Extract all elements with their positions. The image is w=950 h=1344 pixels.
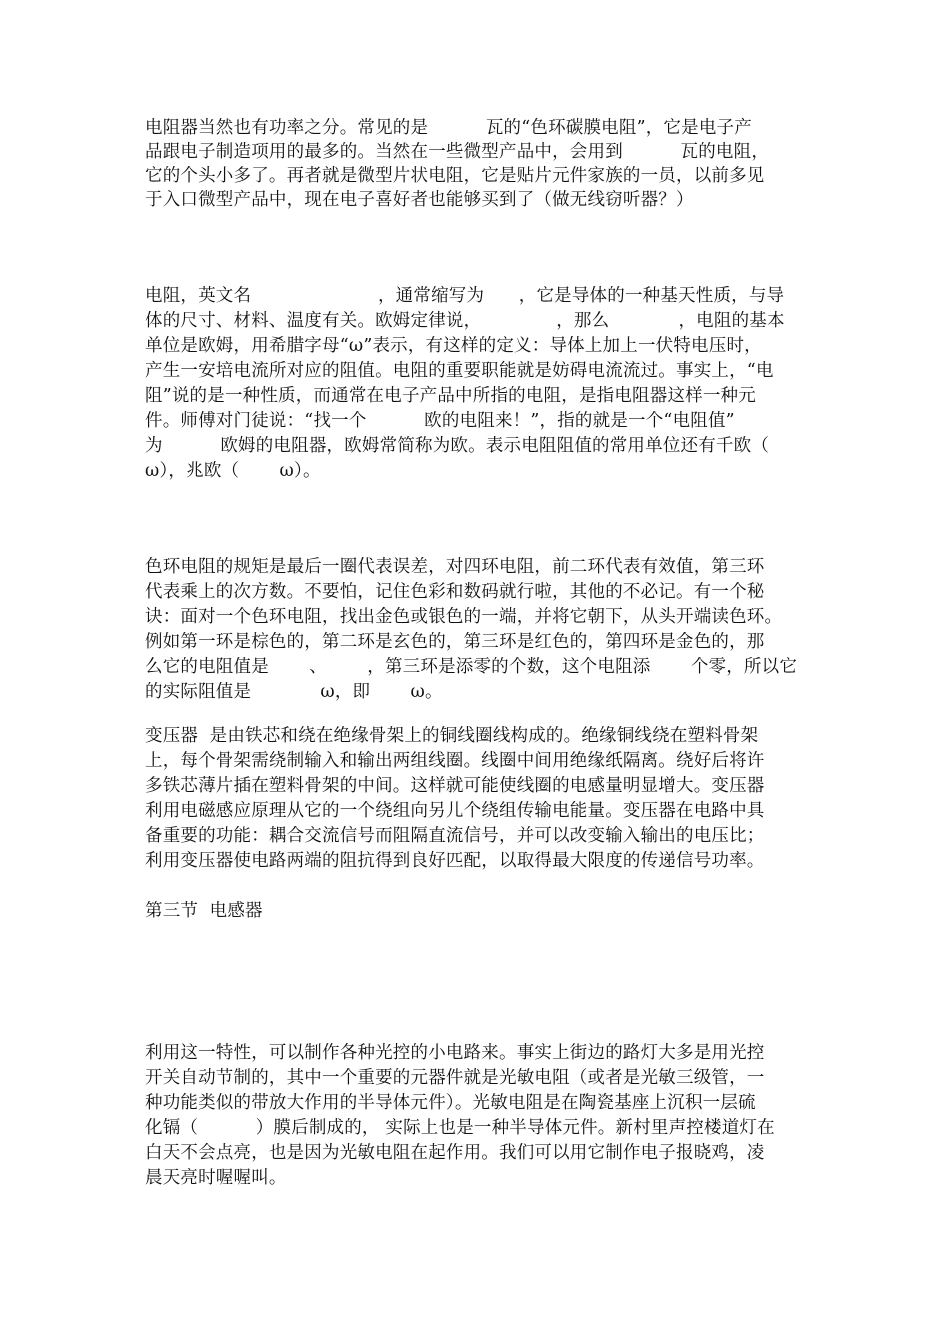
text-line: 白天不会点亮，也是因为光敏电阻在起作用。我们可以用它制作电子报晓鸡，凌 [145,1143,765,1163]
text-line: 阻”说的是一种性质，而通常在电子产品中所指的电阻，是指电阻器这样一种元 [145,386,756,406]
text-line: 晨天亮时喔喔叫。 [145,1168,287,1188]
text-line: 利用电磁感应原理从它的一个绕组向另儿个绕组传输电能量。变压器在电路中具 [145,801,765,821]
section-heading: 第三节 电感器 [145,901,263,921]
text-line: 化镉（ ）膜后制成的， 实际上也是一种半导体元件。新村里声控楼道灯在 [145,1118,775,1138]
text-line: 代表乘上的次方数。不要怕，记住色彩和数码就行啦，其他的不必记。有一个秘 [145,582,765,602]
text-line: 开关自动节制的，其中一个重要的元器件就是光敏电阻（或者是光敏三级管，一 [145,1068,765,1088]
text-line: 体的尺寸、材料、温度有关。欧姆定律说， ，那么 ，电阻的基本 [145,311,785,331]
text-line: 电阻器当然也有功率之分。常见的是 瓦的“色环碳膜电阻”，它是电子产 [145,118,752,138]
text-line: 例如第一环是棕色的，第二环是玄色的，第三环是红色的，第四环是金色的，那 [145,632,765,652]
text-line: 为 欧姆的电阻器，欧姆常简称为欧。表示电阻阻值的常用单位还有千欧（ [145,436,770,456]
text-line: 利用这一特性，可以制作各种光控的小电路来。事实上街边的路灯大多是用光控 [145,1043,765,1063]
text-line: 种功能类似的带放大作用的半导体元件）。光敏电阻是在陶瓷基座上沉积一层硫 [145,1093,756,1113]
text-line: 单位是欧姆，用希腊字母“ω”表示，有这样的定义：导体上加上一伏特电压时， [145,336,762,356]
text-line: 于入口微型产品中，现在电子喜好者也能够买到了（做无线窃听器？） [145,190,694,210]
text-line: 件。师傅对门徒说：“找一个 欧的电阻来！”，指的就是一个“电阻值” [145,411,735,431]
text-line: 备重要的功能：耦合交流信号而阻隔直流信号，并可以改变输入输出的电压比； [145,826,765,846]
text-line: 品跟电子制造项用的最多的。当然在一些微型产品中，会用到 瓦的电阻， [145,142,770,162]
text-line: 么它的电阻值是 、 ，第三环是添零的个数，这个电阻添 个零，所以它 [145,657,798,677]
text-line: 产生一安培电流所对应的阻值。电阻的重要职能就是妨碍电流流过。事实上，“电 [145,361,774,381]
text-line: 多铁芯薄片插在塑料骨架的中间。这样就可能使线圈的电感量明显增大。变压器 [145,776,765,796]
text-line: ω），兆欧（ ω）。 [145,461,321,481]
text-line: 它的个头小多了。再者就是微型片状电阻，它是贴片元件家族的一员，以前多见 [145,166,765,186]
text-line: 色环电阻的规矩是最后一圈代表误差，对四环电阻，前二环代表有效值，第三环 [145,557,765,577]
text-line: 变压器 是由铁芯和绕在绝缘骨架上的铜线圈线构成的。绝缘铜线绕在塑料骨架 [145,726,759,746]
text-line: 诀：面对一个色环电阻，找出金色或银色的一端，并将它朝下，从头开端读色环。 [145,607,783,627]
text-line: 上，每个骨架需绕制输入和输出两组线圈。线圈中间用绝缘纸隔离。绕好后将许 [145,751,765,771]
text-line: 的实际阻值是 ω，即 ω。 [145,682,443,702]
text-line: 电阻，英文名 ，通常缩写为 ，它是导体的一种基天性质，与导 [145,286,785,306]
text-line: 利用变压器使电路两端的阻抗得到良好匹配，以取得最大限度的传递信号功率。 [145,851,765,871]
